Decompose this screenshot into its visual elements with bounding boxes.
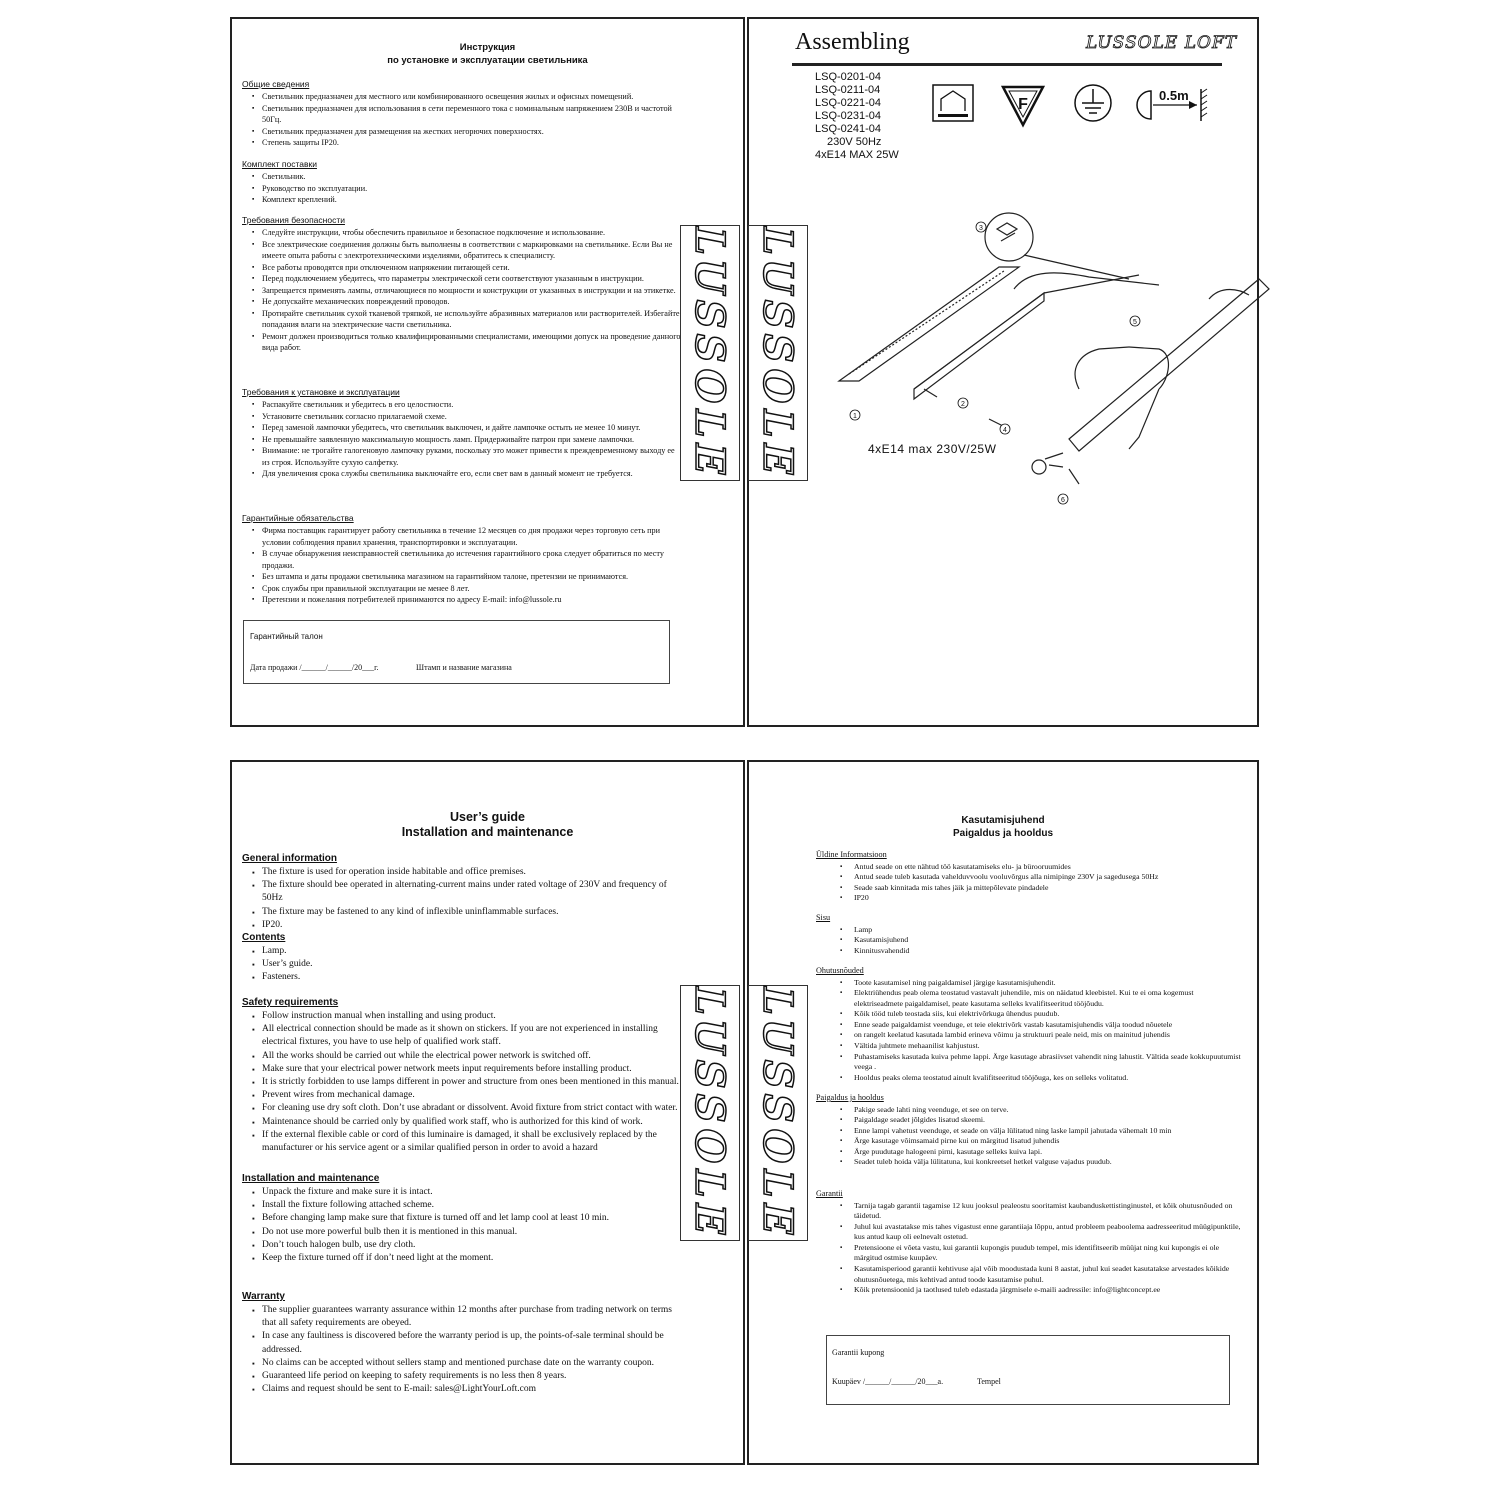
list-item: ▪ Pretensioone ei võeta vastu, kui garantii kupongis puudub tempel, mis identifitseerib müüjat ning kui kupongis ei ole märgitud ostmise kuupäev. <box>816 1243 1241 1264</box>
list-item: ▪ Все электрические соединения должны быть выполнены в соответствии с маркировками на светильнике. Если Вы не имеете опыта работы с электротехническими изделиями, обратитесь к специалисту. <box>242 239 682 262</box>
power-spec: 4xE14 MAX 25W <box>815 149 899 161</box>
list-item: ▪ Kasutamisperiood garantii kehtivuse ajal võib moodustada kuni 8 aastat, juhul kui seadet kasutatakse arvestades kõikide ohutusnõuetega, mis kehtivad antud toode kasutamise puhul. <box>816 1264 1241 1285</box>
header-rule <box>792 63 1222 66</box>
section-safety <box>242 996 682 1155</box>
section-general <box>242 79 682 149</box>
section-heading: Sisu <box>816 913 831 922</box>
list-item: ▪ The fixture should bee operated in alternating-current mains under rated voltage of 230V and frequency of 50Hz <box>242 879 682 905</box>
list-item: ▪ Lamp <box>816 925 1241 936</box>
mounting-bracket <box>839 267 1019 381</box>
model-code: LSQ-0211-04 <box>815 84 881 96</box>
indoor-use-icon <box>933 85 973 121</box>
coupon-stamp: Tempel <box>977 1377 1001 1386</box>
list-item: ▪ Don’t touch halogen bulb, use dry cloth. <box>242 1239 682 1252</box>
svg-text:3: 3 <box>979 225 983 232</box>
list-item: ▪ Keep the fixture turned off if don’t need light at the moment. <box>242 1252 682 1265</box>
list-item: ▪ Juhul kui avastatakse mis tahes vigastust enne garantiiaja lõppu, antud probleem peaboolema aadresseeritud müügipunktile, kus antud kaup oli eelnevalt ostetud. <box>816 1222 1241 1243</box>
svg-text:2: 2 <box>961 401 965 408</box>
list-item: ▪ Follow instruction manual when installing and using product. <box>242 1010 682 1023</box>
section-heading: Комплект поставки <box>242 159 317 169</box>
list-item: ▪ All the works should be carried out while the electrical power network is switched off. <box>242 1050 682 1063</box>
brand-logo-vertical: LUSSOLE <box>680 985 740 1241</box>
list-item: ▪ Все работы проводятся при отключенном напряжении питающей сети. <box>242 262 682 274</box>
earthing-icon <box>1075 85 1111 121</box>
list-item: ▪ All electrical connection should be made as it shown on stickers. If you are not experienced in installing electrical fixtures, you have to use help of qualified work staff. <box>242 1023 682 1049</box>
flammable-surface-icon <box>1003 87 1043 125</box>
list-item: ▪ Светильник. <box>242 171 682 183</box>
list-item: ▪ В случае обнаружения неисправностей светильника до истечения гарантийного срока следует обратиться по месту продажи. <box>242 548 682 571</box>
svg-text:F: F <box>1018 96 1028 113</box>
brand-logo: LUSSOLE LOFT <box>1086 33 1238 53</box>
list-item: ▪ Не допускайте механических повреждений проводов. <box>242 296 682 308</box>
list-item: ▪ Установите светильник согласно прилагаемой схеме. <box>242 411 682 423</box>
list-item: ▪ If the external flexible cable or cord of this luminaire is damaged, it shall be exclusively replaced by the manufacturer or his service agent or a similar qualified person in order to avoid a hazard <box>242 1129 682 1155</box>
warranty-coupon <box>243 620 670 684</box>
list-item: ▪ Antud seade on ette nähtud töö kasutatamiseks elu- ja bürooruumides <box>816 862 1241 873</box>
section-safety <box>816 966 1241 1083</box>
brand-logo-vertical: LUSSOLE <box>748 985 808 1241</box>
list-item: ▪ Before changing lamp make sure that fixture is turned off and let lamp cool at least 10 min. <box>242 1212 682 1225</box>
list-item: ▪ Elektriühendus peab olema teostatud vastavalt juhendile, mis on näidatud kleebistel. Kui te ei oma kogemust elektriseadmete paigaldamisel, peate kasutama selleks kvalifitseeritud tööjõudu. <box>816 988 1241 1009</box>
list-item: ▪ Enne seade paigaldamist veenduge, et teie elektrivõrk vastab kasutamisjuhendis välja toodud nõuetele <box>816 1020 1241 1031</box>
assembling-title: Assembling <box>795 29 910 55</box>
list-item: ▪ Для увеличения срока службы светильника выключайте его, если свет вам в данный момент не требуется. <box>242 468 682 480</box>
section-general <box>816 850 1241 904</box>
section-heading: Warranty <box>242 1291 285 1302</box>
bulb <box>1032 460 1046 474</box>
list-item: ▪ Install the fixture following attached scheme. <box>242 1199 682 1212</box>
model-specs <box>815 71 899 162</box>
list-item: ▪ Срок службы при правильной эксплуатации не менее 8 лет. <box>242 583 682 595</box>
list-item: ▪ Seade saab kinnitada mis tahes jäik ja mittepõlevate pindadele <box>816 883 1241 894</box>
list-item: ▪ Guaranteed life period on keeping to safety requirements is no less then 8 years. <box>242 1370 682 1383</box>
svg-text:5: 5 <box>1133 319 1137 326</box>
list-item: ▪ It is strictly forbidden to use lamps different in power and structure from ones been mentioned in this manual. <box>242 1076 682 1089</box>
section-contents <box>242 931 682 985</box>
svg-text:4: 4 <box>1003 427 1007 434</box>
list-item: ▪ Maintenance should be carried only by qualified work staff, who is authorized for this kind of work. <box>242 1116 682 1129</box>
list-item: ▪ No claims can be accepted without sellers stamp and mentioned purchase date on the warranty coupon. <box>242 1357 682 1370</box>
tube-body <box>1129 389 1159 449</box>
section-installation <box>816 1093 1241 1168</box>
list-item: ▪ Kõik tööd tuleb teostada siis, kui elektrivõrkuga ühendus puudub. <box>816 1009 1241 1020</box>
arm <box>1075 347 1129 389</box>
estonian-guide-page <box>747 760 1259 1465</box>
section-heading: Safety requirements <box>242 997 339 1008</box>
list-item: ▪ Seadet tuleb hoida välja lülitatuna, kui konkreetsel hetkel valguse vajadus puudub. <box>816 1157 1241 1168</box>
list-item: ▪ Перед заменой лампочки убедитесь, что светильник выключен, и дайте лампочке остыть не менее 10 минут. <box>242 422 682 434</box>
list-item: ▪ Перед подключением убедитесь, что параметры электрической сети соответствуют указанным в инструкции. <box>242 273 682 285</box>
list-item: ▪ Внимание: не трогайте галогеновую лампочку руками, поскольку это может привести к преждевременному выходу ее из строя. Используйте сухую салфетку. <box>242 445 682 468</box>
section-heading: Требования безопасности <box>242 215 345 225</box>
coupon-title: Гарантийный талон <box>250 632 323 641</box>
list-item: ▪ IP20 <box>816 893 1241 904</box>
list-item: ▪ Светильник предназначен для размещения на жестких негорючих поверхностях. <box>242 126 682 138</box>
brand-logo-vertical: LUSSOLE <box>680 225 740 481</box>
list-item: ▪ Светильник предназначен для использования в сети переменного тока с номинальным напряжением 230В и частотой 50Гц. <box>242 103 682 126</box>
coupon-stamp: Штамп и название магазина <box>416 663 512 672</box>
list-item: ▪ Без штампа и даты продажи светильника магазином на гарантийном талоне, претензии не принимаются. <box>242 571 682 583</box>
section-warranty <box>242 513 682 606</box>
section-heading: General information <box>242 853 338 864</box>
list-item: ▪ Make sure that your electrical power network meets input requirements before installing product. <box>242 1063 682 1076</box>
list-item: ▪ Antud seade tuleb kasutada vahelduvvoolu vooluvõrgus alla nimipinge 230V ja sagedusega 50Hz <box>816 872 1241 883</box>
page-title: User’s guide Installation and maintenance <box>401 810 574 839</box>
section-contents <box>816 913 1241 956</box>
section-warranty <box>242 1290 682 1396</box>
list-item: ▪ Paigaldage seadet jõlgides lisatud skeemi. <box>816 1115 1241 1126</box>
section-heading: Contents <box>242 932 286 943</box>
list-item: ▪ The supplier guarantees warranty assurance within 12 months after purchase from trading network on terms that all safety requirements are obeyed. <box>242 1304 682 1330</box>
section-heading: Требования к установке и эксплуатации <box>242 387 400 397</box>
list-item: ▪ Lamp. <box>242 945 682 958</box>
russian-instruction-page <box>230 17 745 727</box>
list-item: ▪ Vältida juhtmete mehaanilist kahjustust. <box>816 1041 1241 1052</box>
assembling-page <box>747 17 1259 727</box>
certification-icons <box>929 81 1229 129</box>
list-item: ▪ Ärge kasutage võimsamaid pirne kui on märgitud lisatud juhendis <box>816 1136 1241 1147</box>
warranty-coupon <box>826 1335 1230 1405</box>
coupon-title: Garantii kupong <box>832 1348 885 1357</box>
list-item: ▪ Kõik pretensioonid ja taotlused tuleb edastada järgmisele e-maili aadressile: info@lightconcept.ee <box>816 1285 1241 1296</box>
distance-icon <box>1137 88 1207 121</box>
model-code: LSQ-0221-04 <box>815 97 882 109</box>
list-item: ▪ Prevent wires from mechanical damage. <box>242 1089 682 1102</box>
page-title: Kasutamisjuhend Paigaldus ja hooldus <box>952 815 1053 839</box>
list-item: ▪ Протирайте светильник сухой тканевой тряпкой, не используйте абразивных материалов или растворителей. Избегайте попадания влаги на электрические части светильника. <box>242 308 682 331</box>
section-safety <box>242 215 682 354</box>
coupon-date: Дата продажи /______/______/20___г. <box>250 663 379 672</box>
section-heading: Гарантийные обязательства <box>242 513 354 523</box>
section-heading: Ohutusnõuded <box>816 966 864 975</box>
list-item: ▪ In case any faultiness is discovered before the warranty period is up, the points-of-sale terminal should be addressed. <box>242 1330 682 1356</box>
page-title: Инструкция по установке и эксплуатации светильника <box>387 42 588 66</box>
list-item: ▪ The fixture may be fastened to any kind of inflexible uninflammable surfaces. <box>242 906 682 919</box>
model-code: LSQ-0201-04 <box>815 71 882 83</box>
section-heading: Общие сведения <box>242 79 310 89</box>
coupon-date: Kuupäev /______/______/20___a. <box>832 1377 944 1386</box>
english-guide-page <box>230 760 745 1465</box>
diagram-caption: 4xE14 max 230V/25W <box>868 442 997 456</box>
list-item: ▪ Enne lampi vahetust veenduge, et seade on välja lülitatud ning laske lampil jahutada vähemalt 10 min <box>816 1126 1241 1137</box>
list-item: ▪ Puhastamiseks kasutada kuiva pehme lappi. Ärge kasutage abrasiivset vahendit ning lahustit. Vältida seade kokkupuutumist veega . <box>816 1052 1241 1073</box>
model-code: LSQ-0241-04 <box>815 123 882 135</box>
svg-text:6: 6 <box>1061 497 1065 504</box>
list-item: ▪ Pakige seade lahti ning veenduge, et see on terve. <box>816 1105 1241 1116</box>
list-item: ▪ Претензии и пожелания потребителей принимаются по адресу E-mail: info@lussole.ru <box>242 594 682 606</box>
list-item: ▪ Kasutamisjuhend <box>816 935 1241 946</box>
wall-plate <box>914 293 1044 399</box>
list-item: ▪ The fixture is used for operation inside habitable and office premises. <box>242 866 682 879</box>
voltage-spec: 230V 50Hz <box>827 136 882 148</box>
list-item: ▪ Не превышайте заявленную максимальную мощность ламп. Придерживайте патрон при замене лампочки. <box>242 434 682 446</box>
list-item: ▪ IP20. <box>242 919 682 932</box>
svg-text:1: 1 <box>853 413 857 420</box>
brand-logo-vertical: LUSSOLE <box>748 225 808 481</box>
section-contents <box>242 159 682 206</box>
section-installation <box>242 1172 682 1265</box>
list-item: ▪ For cleaning use dry soft cloth. Don’t use abradant or dissolvent. Avoid fixture from strict contact with water. <box>242 1102 682 1115</box>
list-item: ▪ Ärge puudutage halogeeni pirni, kasutage selleks kuiva lapi. <box>816 1147 1241 1158</box>
section-warranty <box>816 1189 1241 1296</box>
list-item: ▪ Комплект креплений. <box>242 194 682 206</box>
list-item: ▪ User’s guide. <box>242 958 682 971</box>
list-item: ▪ Ремонт должен производиться только квалифицированными специалистами, имеющими допуск на проведение данного вида работ. <box>242 331 682 354</box>
list-item: ▪ Запрещается применять лампы, отличающиеся по мощности и конструкции от указанных в инструкции и на этикетке. <box>242 285 682 297</box>
list-item: ▪ Степень защиты IP20. <box>242 137 682 149</box>
list-item: ▪ Руководство по эксплуатации. <box>242 183 682 195</box>
section-heading: Garantii <box>816 1189 843 1198</box>
list-item: ▪ on rangelt keelatud kasutada lambid erineva võimu ja struktuuri peale neid, mis on mainitud juhendis <box>816 1030 1241 1041</box>
list-item: ▪ Fasteners. <box>242 971 682 984</box>
list-item: ▪ Toote kasutamisel ning paigaldamisel järgige kasutamisjuhendit. <box>816 978 1241 989</box>
list-item: ▪ Светильник предназначен для местного или комбинированного освещения жилых и офисных помещений. <box>242 91 682 103</box>
list-item: ▪ Hooldus peaks olema teostatud ainult kvalifitseeritud tööjõuga, kes on selleks volitatud. <box>816 1073 1241 1084</box>
list-item: ▪ Do not use more powerful bulb then it is mentioned in this manual. <box>242 1226 682 1239</box>
list-item: ▪ Распакуйте светильник и убедитесь в его целостности. <box>242 399 682 411</box>
list-item: ▪ Unpack the fixture and make sure it is intact. <box>242 1186 682 1199</box>
list-item: ▪ Kinnitusvahendid <box>816 946 1241 957</box>
section-heading: Installation and maintenance <box>242 1173 380 1184</box>
model-code: LSQ-0231-04 <box>815 110 882 122</box>
section-heading: Üldine Informatsioon <box>816 850 887 859</box>
section-heading: Paigaldus ja hooldus <box>816 1093 884 1102</box>
list-item: ▪ Следуйте инструкции, чтобы обеспечить правильное и безопасное подключение и использование. <box>242 227 682 239</box>
section-general <box>242 852 682 932</box>
callout-numbers <box>850 222 1140 504</box>
list-item: ▪ Фирма поставщик гарантирует работу светильника в течение 12 месяцев со дня продажи через торговую сеть при условии соблюдения правил хранения, транспортировки и эксплуатации. <box>242 525 682 548</box>
list-item: ▪ Tarnija tagab garantii tagamise 12 kuu jooksul pealeostu sooritamist kaubanduskettistinginustel, et kõik ohutusnõuded on täidetud. <box>816 1201 1241 1222</box>
section-installation <box>242 387 682 480</box>
svg-text:0.5m: 0.5m <box>1159 88 1189 103</box>
list-item: ▪ Claims and request should be sent to E-mail: sales@LightYourLoft.com <box>242 1383 682 1396</box>
